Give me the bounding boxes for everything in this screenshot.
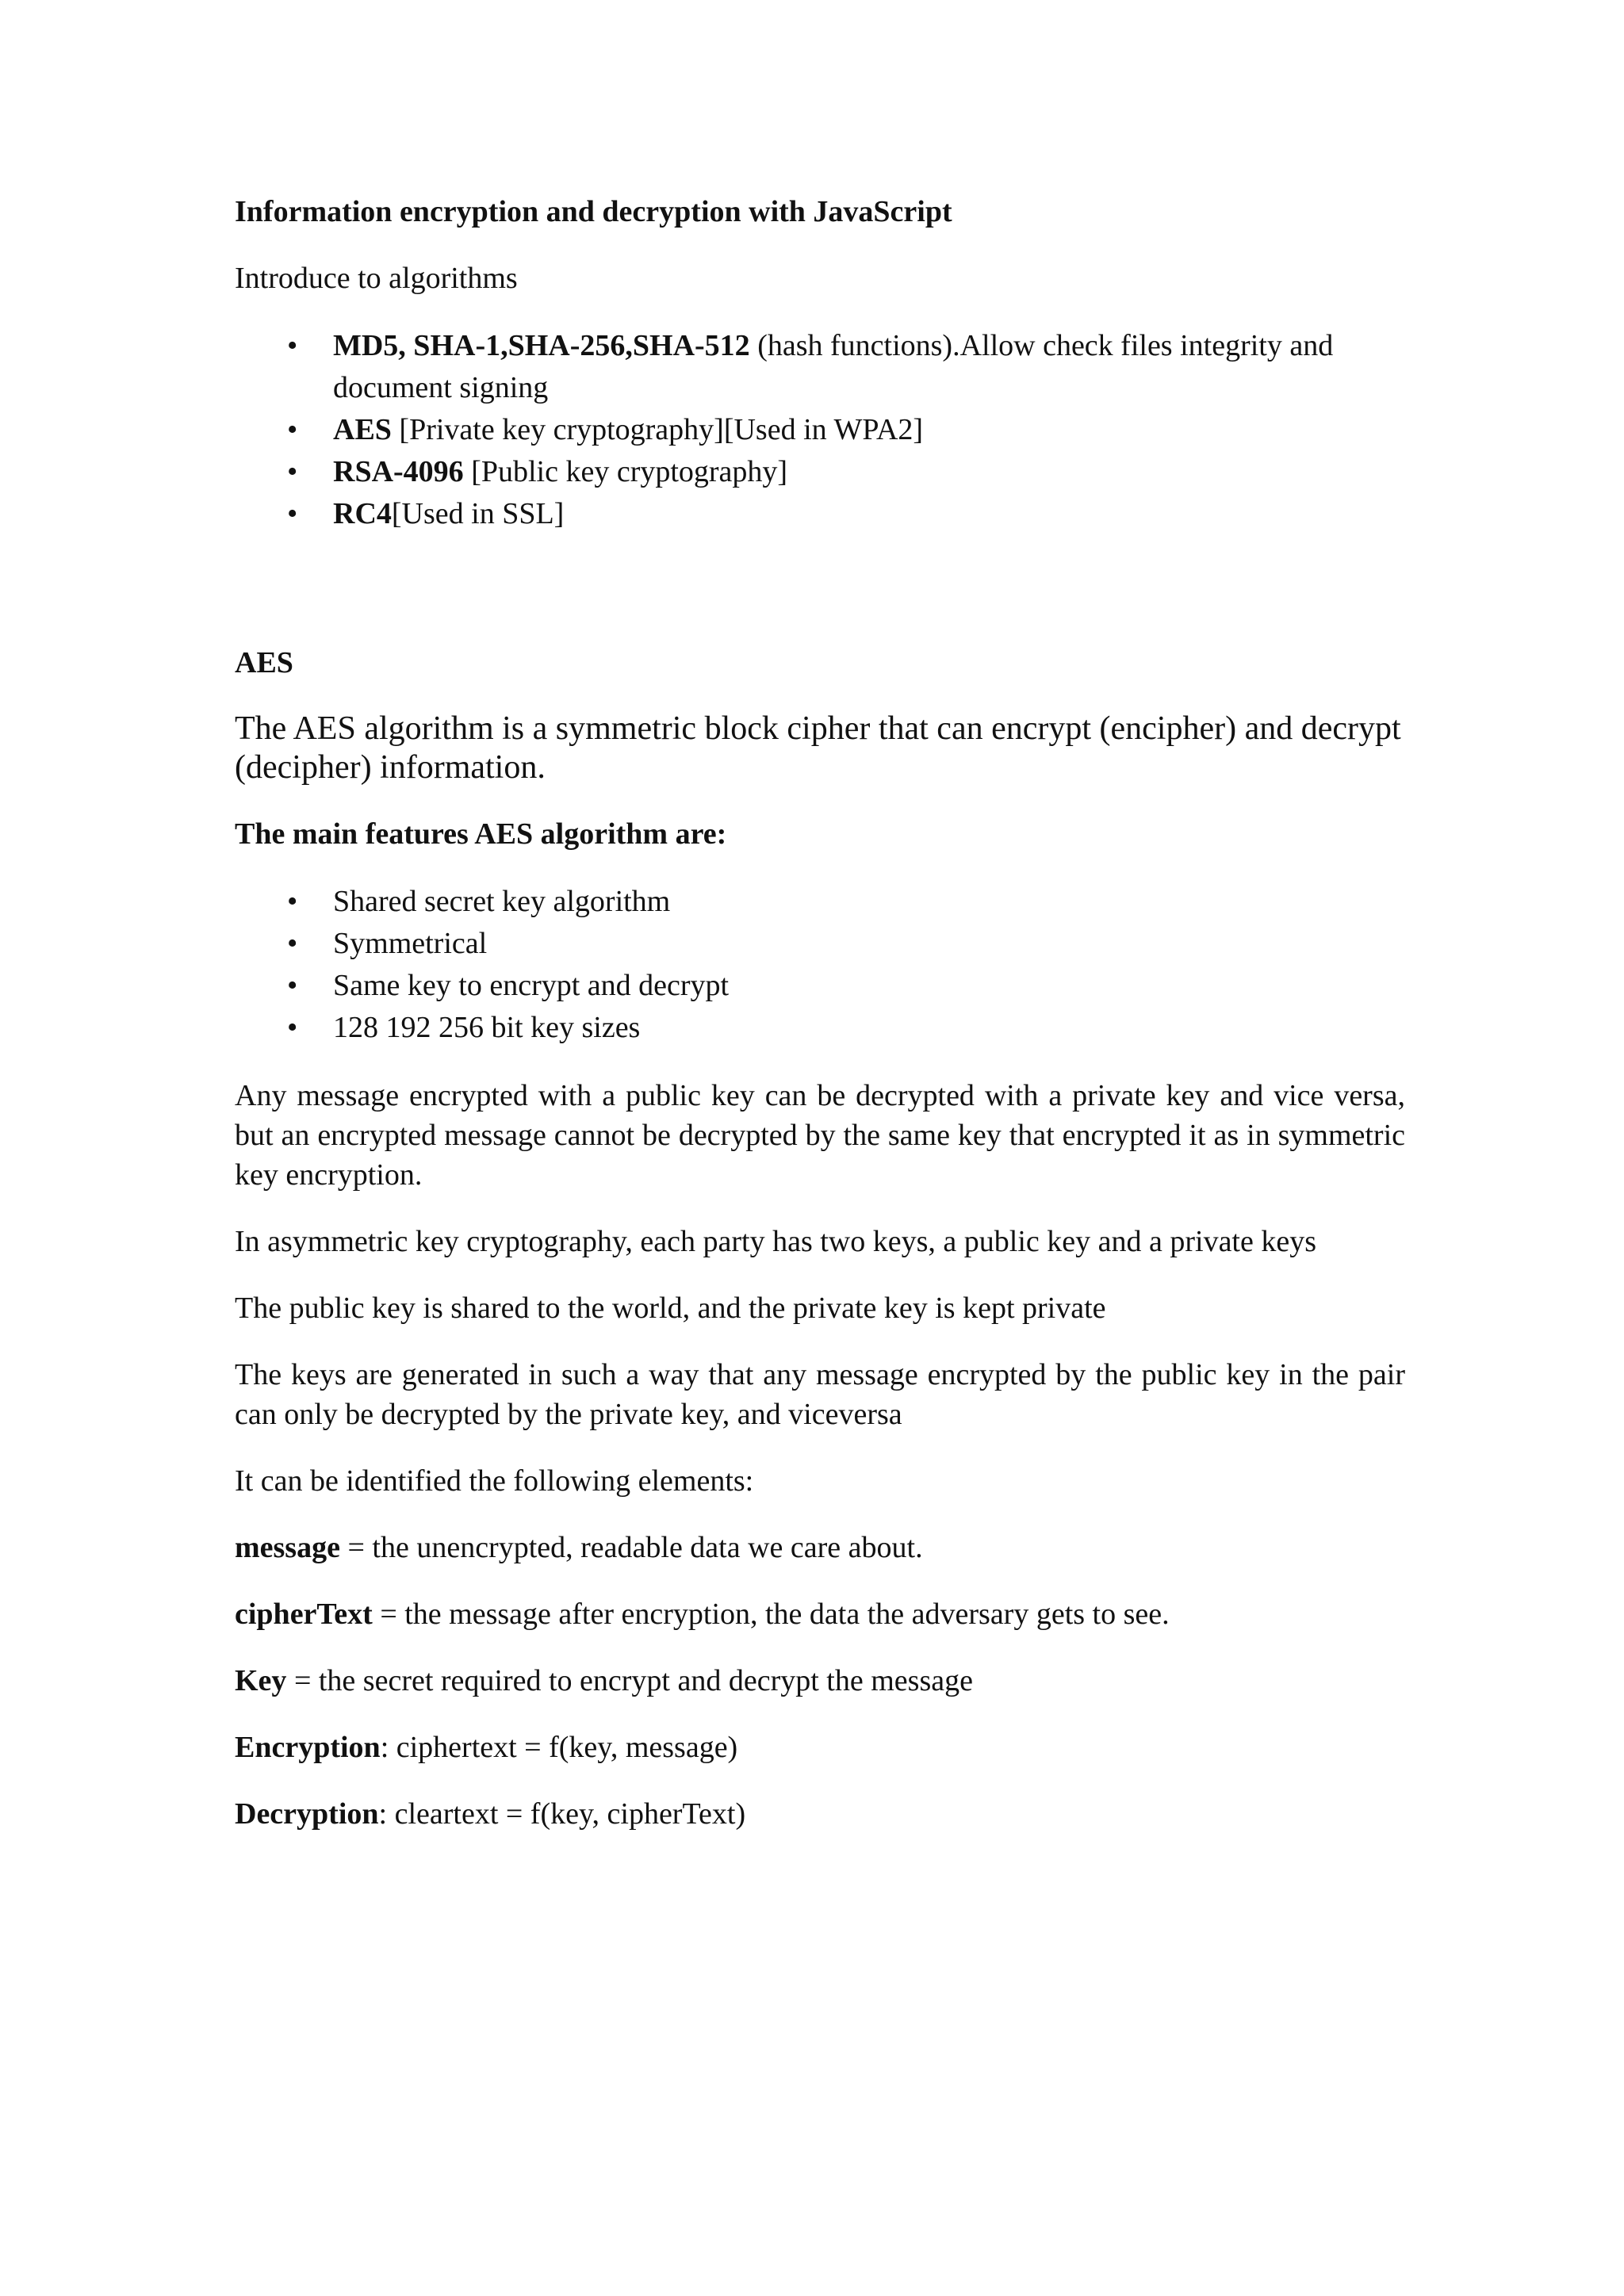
bullet-icon: • (287, 927, 298, 960)
paragraph: In asymmetric key cryptography, each party has two keys, a public key and a private keys (235, 1225, 1317, 1258)
aes-description: The AES algorithm is a symmetric block cipher that can encrypt (encipher) and decrypt (decipher) information. (235, 710, 1401, 786)
definition-key (235, 1661, 1405, 1701)
definition-term: cipherText (235, 1598, 373, 1631)
paragraph: Any message encrypted with a public key can be decrypted with a private key and vice versa, but an encrypted message cannot be decrypted by the same key that encrypted it as in symmetric key encryption. (235, 1079, 1405, 1192)
list-item (235, 409, 1405, 451)
document-content (235, 192, 1405, 1861)
features-heading: The main features AES algorithm are: (235, 817, 727, 851)
paragraph: It can be identified the following elements: (235, 1464, 754, 1498)
algorithm-desc: [Used in SSL] (391, 497, 565, 530)
algorithm-desc: [Public key cryptography] (463, 455, 788, 488)
bullet-icon: • (287, 413, 298, 446)
definition-message (235, 1528, 1405, 1567)
bullet-icon: • (287, 497, 298, 530)
algorithm-desc: (hash functions).Allow check files integrity and document signing (333, 329, 1334, 404)
list-item (235, 881, 1405, 923)
algorithm-list (235, 325, 1405, 535)
aes-heading: AES (235, 646, 293, 679)
list-item (235, 965, 1405, 1007)
list-item (235, 493, 1405, 535)
definition-text: : cleartext = f(key, cipherText) (378, 1797, 746, 1831)
definition-ciphertext (235, 1594, 1405, 1634)
definition-term: message (235, 1531, 340, 1564)
list-item (235, 451, 1405, 493)
list-item (235, 325, 1405, 409)
bullet-icon: • (287, 329, 298, 362)
intro-text: Introduce to algorithms (235, 262, 518, 295)
algorithm-name: AES (333, 413, 392, 446)
feature-text: 128 192 256 bit key sizes (333, 1011, 641, 1044)
algorithm-desc: [Private key cryptography][Used in WPA2] (391, 413, 924, 446)
definition-term: Key (235, 1664, 287, 1697)
document-title: Information encryption and decryption with JavaScript (235, 195, 952, 228)
definition-text: = the message after encryption, the data the adversary gets to see. (372, 1598, 1170, 1631)
definition-text: = the secret required to encrypt and decrypt the message (286, 1664, 973, 1697)
feature-text: Shared secret key algorithm (333, 885, 671, 918)
feature-text: Same key to encrypt and decrypt (333, 969, 730, 1002)
list-item (235, 1007, 1405, 1049)
features-list (235, 881, 1405, 1049)
definition-decryption (235, 1794, 1405, 1834)
algorithm-name: MD5, SHA-1,SHA-256,SHA-512 (333, 329, 750, 362)
definition-text: : ciphertext = f(key, message) (380, 1731, 738, 1764)
definition-term: Encryption (235, 1731, 381, 1764)
feature-text: Symmetrical (333, 927, 488, 960)
section-spacer (235, 562, 1405, 643)
paragraph: The keys are generated in such a way that any message encrypted by the public key in the pair can only be decrypted by the private key, and viceversa (235, 1358, 1405, 1431)
bullet-icon: • (287, 885, 298, 918)
algorithm-name: RC4 (333, 497, 392, 530)
bullet-icon: • (287, 455, 298, 488)
definition-encryption (235, 1728, 1405, 1767)
bullet-icon: • (287, 969, 298, 1002)
algorithm-name: RSA-4096 (333, 455, 464, 488)
list-item (235, 923, 1405, 965)
paragraph: The public key is shared to the world, and the private key is kept private (235, 1292, 1106, 1325)
bullet-icon: • (287, 1011, 298, 1044)
definition-text: = the unencrypted, readable data we care about. (339, 1531, 923, 1564)
definition-term: Decryption (235, 1797, 379, 1831)
